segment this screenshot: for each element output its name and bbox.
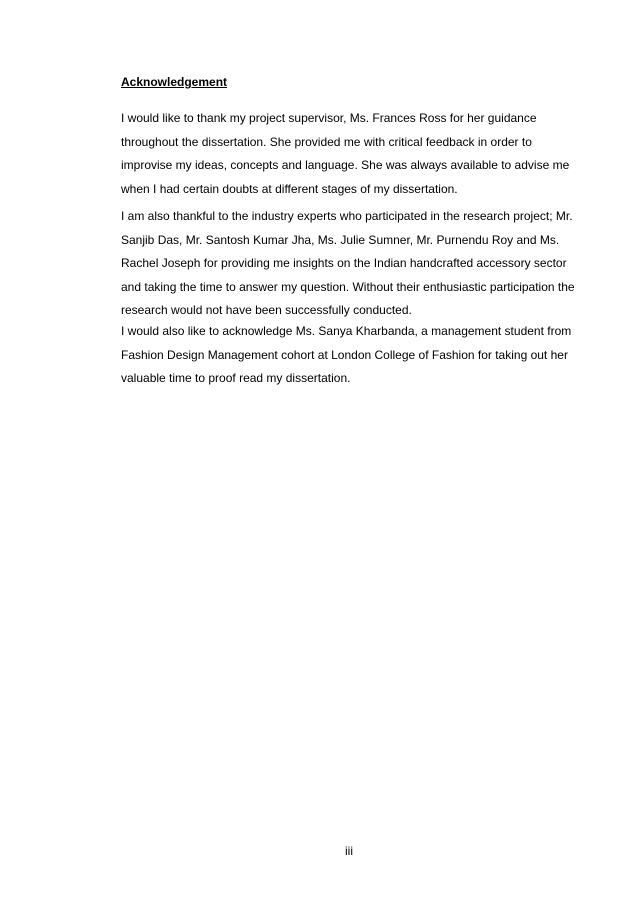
text-line: and taking the time to answer my question. Without their enthusiastic participation the xyxy=(121,279,575,294)
text-line: when I had certain doubts at different stages of my dissertation. xyxy=(121,181,458,196)
text-line: valuable time to proof read my dissertation. xyxy=(121,371,351,385)
paragraph-supervisor-thanks xyxy=(121,107,581,201)
text-line: Rachel Joseph for providing me insights on the Indian handcrafted accessory sector xyxy=(121,256,567,270)
text-line: research would not have been successfully conducted. xyxy=(121,303,412,317)
section-heading: Acknowledgement xyxy=(121,75,228,89)
text-line: I am also thankful to the industry experts who participated in the research project; Mr. xyxy=(121,209,573,223)
text-line: improvise my ideas, concepts and language. She was always available to advise me xyxy=(121,158,570,172)
text-line: I would also like to acknowledge Ms. Sanya Kharbanda, a management student from xyxy=(121,324,572,338)
text-line: throughout the dissertation. She provided me with critical feedback in order to xyxy=(121,134,532,149)
text-line: Sanjib Das, Mr. Santosh Kumar Jha, Ms. Julie Sumner, Mr. Purnendu Roy and Ms. xyxy=(121,232,560,247)
page-number: iii xyxy=(345,844,353,858)
text-line: Fashion Design Management cohort at London College of Fashion for taking out her xyxy=(121,347,568,362)
text-line: I would like to thank my project supervisor, Ms. Frances Ross for her guidance xyxy=(121,111,537,125)
paragraph-industry-experts xyxy=(121,205,581,323)
paragraph-proofreader-thanks xyxy=(121,320,581,391)
